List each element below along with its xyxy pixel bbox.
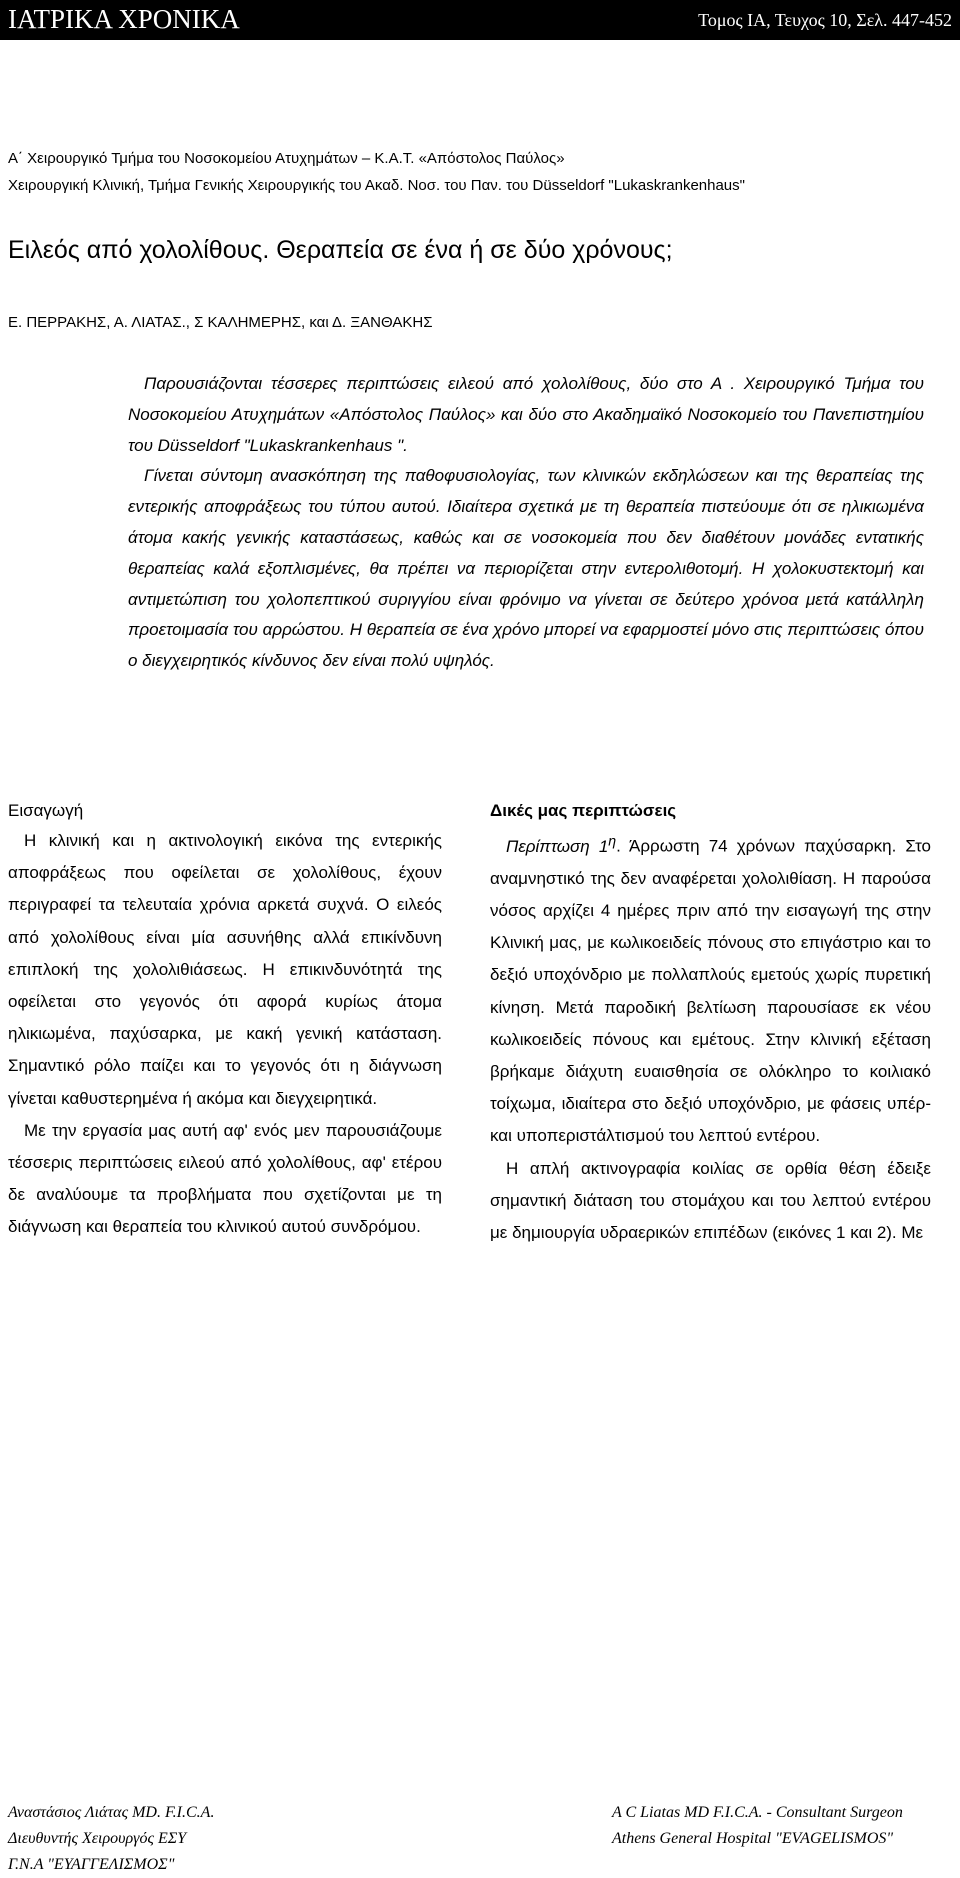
case-1-text: . Άρρωστη 74 χρόνων παχύσαρκη. Στο αναμνηστικό της δεν αναφέρεται χολολιθίαση. Η παρούσα νόσος αρχίζει 4 ημέρες πριν από την εισαγωγή της στην Κλινική μας, με κωλικοειδείς πόνους στο επιγάστριο και το δεξιό υποχόνδριο με πολλαπλούς εμετούς χωρίς πυρετική κίνηση. Μετά παροδική βελτίωση παρουσίασε εκ νέου κωλικοειδείς πόνους και εμέτους. Στην κλινική εξέταση βρήκαμε διάχυτη ευαισθησία σε ολόκληρο το κοιλιακό τοίχωμα, ιδιαίτερα στο δεξιό υποχόνδριο, με φάσεις υπέρ- και υποπεριστάλτισμού του λεπτού εντέρου. [490,836,931,1146]
abstract [128,369,924,677]
case-1-paragraph-2: Η απλή ακτινογραφία κοιλίας σε ορθία θέση έδειξε σημαντική διάταση του στομάχου και του λεπτού εντέρου με δημιουργία υδραερικών επιπέδων (εικόνες 1 και 2). Με [490,1158,931,1243]
authors: Ε. ΠΕΡΡΑΚΗΣ, Α. ΛΙΑΤΑΣ., Σ ΚΑΛΗΜΕΡΗΣ, και Δ. ΞΑΝΘΑΚΗΣ [8,314,433,331]
affiliation-line-1: Α΄ Χειρουργικό Τμήμα του Νοσοκομείου Ατυχημάτων – Κ.Α.Τ. «Απόστολος Παύλος» [8,150,565,167]
case-1-paragraph [490,825,931,1153]
case-1-label-text: Περίπτωση 1 [506,836,609,856]
cases-column [490,797,931,1249]
abstract-paragraph-1: Παρουσιάζονται τέσσερες περιπτώσεις ειλεού από χολολίθους, δύο στο Α . Χειρουργικό Τμήμα του Νοσοκομείου Ατυχημάτων «Απόστολος Παύλος» και δύο στο Ακαδημαϊκό Νοσοκομείο του Πανεπιστημίου του Düsseldorf "Lukaskrankenhaus ". [128,374,924,455]
article-title: Ειλεός από χολολίθους. Θεραπεία σε ένα ή σε δύο χρόνους; [8,236,673,264]
abstract-paragraph-2: Γίνεται σύντομη ανασκόπηση της παθοφυσιολογίας, των κλινικών εκδηλώσεων και της θεραπείας της εντερικής αποφράξεως του τύπου αυτού. Ιδιαίτερα σχετικά με τη θεραπεία πιστεύουμε ότι σε ηλικιωμένα άτομα κακής γενικής καταστάσεως, καθώς και σε νοσοκομεία που δεν διαθέτουν μονάδες εντατικής θεραπείας καλά εξοπλισμένες, θα πρέπει να περιορίζεται στην εντερολιθοτομή. Η χολοκυστεκτομή και αντιμετώπιση του χολοπεπτικού συριγγίου είναι φρόνιμο να γίνεται σε δεύτερο χρόνοα μετά κατάλληλη προετοιμασία του αρρώστου. Η θεραπεία σε ένα χρόνο μπορεί να εφαρμοστεί μόνο στις περιπτώσεις όπου ο διεγχειρητικός κίνδυνος δεν είναι πολύ υψηλός. [128,466,924,671]
footer-right-hospital: Athens General Hospital "EVAGELISMOS" [612,1830,894,1847]
introduction-paragraph-2: Με την εργασία μας αυτή αφ' ενός μεν παρουσιάζουμε τέσσερις περιπτώσεις ειλεού από χολολίθους, αφ' ετέρου δε αναλύουμε τα προβλήματα που σχετίζονται με τη διάγνωση και θεραπεία του κλινικού αυτού συνδρόμου. [8,1120,442,1237]
footer-greek [8,1800,214,1878]
footer-left-role: Διευθυντής Χειρουργός ΕΣΥ [8,1830,187,1847]
introduction-heading: Εισαγωγή [8,801,84,820]
cases-heading: Δικές μας περιπτώσεις [490,801,677,820]
journal-name: ΙΑΤΡΙΚΑ ΧΡΟΝΙΚΑ [8,4,240,34]
issue-info: Τομος ΙΑ, Τευχος 10, Σελ. 447-452 [698,10,952,30]
introduction-column [8,797,442,1244]
affiliation-line-2: Χειρουργική Κλινική, Τμήμα Γενικής Χειρουργικής του Ακαδ. Νοσ. του Παν. του Düsseldorf "Lukaskrankenhaus" [8,177,745,194]
case-1-label [506,833,617,856]
journal-header [0,0,960,40]
affiliation [8,145,948,199]
case-1-superscript: η [608,833,617,849]
introduction-paragraph-1: Η κλινική και η ακτινολογική εικόνα της εντερικής αποφράξεως που οφείλεται σε χολολίθους, έχουν περιγραφεί τα τελευταία χρόνια αρκετά συχνά. Ο ειλεός από χολολίθους είναι μία ασυνήθης αλλά επικίνδυνη επιπλοκή της χολολιθιάσεως. Η επικινδυνότητά της οφείλεται στο γεγονός ότι αφορά κυρίως άτομα ηλικιωμένα, παχύσαρκα, με κακή γενική κατάσταση. Σημαντικό ρόλο παίζει και το γεγονός ότι η διάγνωση γίνεται καθυστερημένα ή ακόμα και διεγχειρητικά. [8,831,442,1108]
footer-right-name: A C Liatas MD F.I.C.A. - Consultant Surgeon [612,1804,903,1821]
footer-left-name: Αναστάσιος Λιάτας MD. F.I.C.A. [8,1804,215,1821]
footer-left-hospital: Γ.Ν.Α "ΕΥΑΓΓΕΛΙΣΜΟΣ" [8,1856,175,1873]
footer-english [612,1800,903,1852]
